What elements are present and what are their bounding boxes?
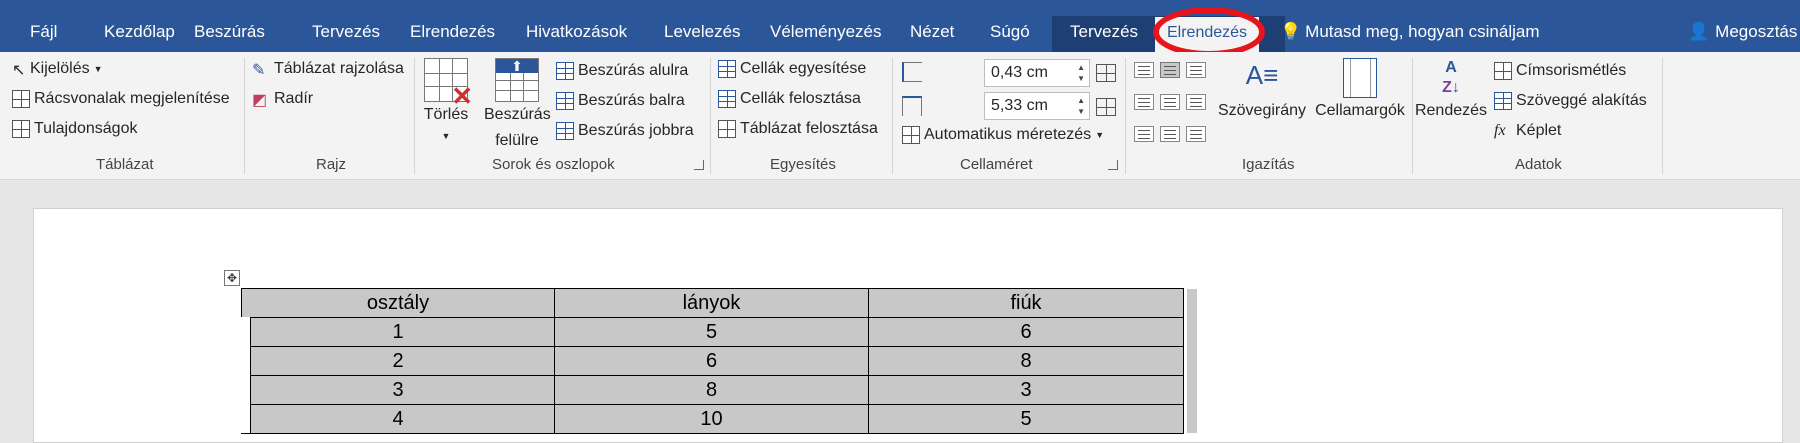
insert-left-button[interactable] [556, 92, 685, 110]
group-label-rows-columns: Sorok és oszlopok [492, 156, 615, 173]
split-cells-icon [718, 90, 736, 108]
select-label: Kijelölés [30, 60, 90, 77]
chevron-down-icon: ▼ [1095, 130, 1105, 140]
properties-label: Tulajdonságok [34, 120, 138, 137]
split-table-icon [718, 120, 736, 138]
tab-file[interactable]: Fájl [30, 22, 58, 41]
table-move-handle-icon[interactable]: ✥ [224, 270, 240, 286]
align-center-right-icon[interactable] [1186, 94, 1206, 110]
insert-below-button[interactable] [556, 62, 688, 80]
autofit-label: Automatikus méretezés [924, 126, 1092, 143]
group-label-cell-size: Cellaméret [960, 156, 1033, 173]
share-label: Megosztás [1715, 22, 1798, 41]
group-separator [244, 58, 245, 174]
tab-review[interactable]: Véleményezés [770, 22, 882, 41]
eraser-button[interactable] [252, 90, 313, 108]
insert-above-button[interactable] [484, 58, 550, 154]
convert-to-text-button[interactable] [1494, 92, 1647, 110]
data-table[interactable] [241, 288, 1184, 434]
tab-insert[interactable]: Beszúrás [194, 22, 265, 41]
insert-left-icon [556, 92, 574, 110]
sort-icon: A Z↓ [1442, 59, 1460, 96]
lightbulb-icon: 💡 [1280, 22, 1302, 41]
table-cell[interactable]: 6 [869, 318, 1184, 347]
insert-below-icon [556, 62, 574, 80]
split-cells-label: Cellák felosztása [740, 90, 861, 107]
delete-label: Törlés [423, 106, 469, 123]
insert-below-label: Beszúrás alulra [578, 62, 689, 79]
header-cell[interactable]: osztály [242, 289, 555, 318]
cursor-icon: ↖ [12, 62, 26, 79]
convert-to-text-label: Szöveggé alakítás [1516, 92, 1647, 109]
tell-me-box[interactable] [1280, 0, 1540, 52]
end-of-row-markers [1187, 289, 1197, 433]
ribbon-tab-bar [0, 0, 1800, 52]
group-label-alignment: Igazítás [1242, 156, 1295, 173]
share-button[interactable] [1688, 0, 1797, 52]
split-table-label: Táblázat felosztása [740, 120, 878, 137]
spinner-arrows-icon[interactable]: ▲ ▼ [1077, 63, 1085, 83]
spinner-arrows-icon[interactable]: ▲ ▼ [1077, 96, 1085, 116]
group-label-draw: Rajz [316, 156, 347, 173]
group-label-table: Táblázat [96, 156, 154, 173]
table-row [242, 405, 1184, 434]
column-width-input[interactable] [984, 92, 1090, 120]
sort-button[interactable] [1414, 58, 1488, 124]
align-top-right-icon[interactable] [1186, 62, 1206, 78]
split-table-button[interactable] [718, 120, 878, 138]
insert-above-icon: ⬆ [495, 58, 539, 102]
row-selection-margin [241, 317, 251, 433]
insert-above-label-1: Beszúrás [484, 106, 551, 123]
repeat-header-label: Címsorismétlés [1516, 62, 1627, 79]
ribbon [0, 52, 1800, 180]
align-bottom-right-icon[interactable] [1186, 126, 1206, 142]
table-cell[interactable]: 3 [869, 376, 1184, 405]
table-cell[interactable]: 8 [555, 376, 869, 405]
text-direction-icon: A≡ [1245, 60, 1279, 90]
delete-table-icon: ✕ [424, 58, 468, 102]
text-direction-label: Szövegirány [1217, 102, 1307, 119]
tab-mailings[interactable]: Levelezés [664, 22, 741, 41]
gridlines-label: Rácsvonalak megjelenítése [34, 90, 230, 107]
row-height-value: 0,43 cm [991, 64, 1048, 81]
table-cell[interactable]: 5 [869, 405, 1184, 434]
tab-design[interactable]: Tervezés [312, 22, 381, 41]
delete-button[interactable] [420, 58, 472, 144]
draw-table-label: Táblázat rajzolása [274, 60, 404, 77]
table-row [242, 318, 1184, 347]
cell-size-dialog-launcher[interactable] [1108, 160, 1118, 170]
group-separator [1412, 58, 1413, 174]
repeat-header-icon [1494, 62, 1512, 80]
table-properties-icon [12, 120, 30, 138]
cell-margins-icon [1343, 58, 1377, 98]
chevron-down-icon: ▼ [441, 131, 451, 141]
formula-button[interactable] [1494, 122, 1561, 140]
tab-home[interactable]: Kezdőlap [104, 22, 175, 41]
row-height-input[interactable] [984, 59, 1090, 87]
align-bottom-center-icon[interactable] [1160, 126, 1180, 142]
insert-right-icon [556, 122, 574, 140]
table-cell[interactable]: 3 [242, 376, 555, 405]
merge-cells-label: Cellák egyesítése [740, 60, 867, 77]
grid-icon [12, 90, 30, 108]
split-cells-button[interactable] [718, 90, 861, 108]
table-cell[interactable]: 2 [242, 347, 555, 376]
group-label-merge: Egyesítés [770, 156, 836, 173]
chevron-down-icon: ▼ [93, 64, 103, 74]
formula-label: Képlet [1516, 122, 1562, 139]
fx-icon: fx [1494, 122, 1506, 139]
header-cell[interactable]: lányok [555, 289, 869, 318]
align-top-left-icon[interactable] [1134, 62, 1154, 78]
tab-table-design[interactable]: Tervezés [1070, 22, 1139, 41]
table-cell[interactable]: 5 [555, 318, 869, 347]
properties-button[interactable] [12, 120, 137, 138]
person-icon: 👤 [1688, 22, 1710, 41]
table-cell[interactable]: 4 [242, 405, 555, 434]
distribute-rows-icon[interactable] [1096, 64, 1116, 82]
align-center-icon[interactable] [1160, 94, 1180, 110]
convert-to-text-icon [1494, 92, 1512, 110]
pencil-icon: ✎ [252, 62, 266, 79]
insert-left-label: Beszúrás balra [578, 92, 685, 109]
table-cell[interactable]: 8 [869, 347, 1184, 376]
table-cell[interactable]: 1 [242, 318, 555, 347]
eraser-label: Radír [274, 90, 314, 107]
group-separator [892, 58, 893, 174]
view-gridlines-button[interactable] [12, 90, 230, 108]
tab-references[interactable]: Hivatkozások [526, 22, 628, 41]
eraser-icon: ◩ [252, 92, 268, 109]
text-direction-button[interactable] [1216, 58, 1308, 124]
autofit-button[interactable] [902, 126, 1104, 144]
cell-margins-button[interactable] [1310, 58, 1410, 124]
table-cell[interactable]: 6 [555, 347, 869, 376]
cell-margins-label: Cellamargók [1315, 102, 1405, 119]
tab-layout[interactable]: Elrendezés [410, 22, 496, 41]
select-button[interactable] [12, 60, 103, 78]
group-separator [1662, 58, 1663, 174]
column-width-value: 5,33 cm [991, 97, 1048, 114]
tab-help[interactable]: Súgó [990, 22, 1030, 41]
draw-table-button[interactable] [252, 60, 404, 78]
insert-right-button[interactable] [556, 122, 694, 140]
sort-label: Rendezés [1414, 102, 1488, 119]
group-separator [414, 58, 415, 174]
tell-me-text: Mutasd meg, hogyan csináljam [1305, 22, 1540, 41]
group-separator [710, 58, 711, 174]
align-top-center-icon[interactable] [1160, 62, 1180, 78]
group-separator [1125, 58, 1126, 174]
insert-above-label-2: felülre [495, 132, 539, 149]
insert-right-label: Beszúrás jobbra [578, 122, 694, 139]
column-width-icon [902, 96, 922, 116]
row-height-icon [902, 62, 922, 82]
table-row [242, 347, 1184, 376]
repeat-header-rows-button[interactable] [1494, 62, 1626, 80]
table-cell[interactable]: 10 [555, 405, 869, 434]
header-cell[interactable]: fiúk [869, 289, 1184, 318]
merge-cells-icon [718, 60, 736, 78]
align-center-left-icon[interactable] [1134, 94, 1154, 110]
highlight-ellipse [1153, 7, 1265, 57]
merge-cells-button[interactable] [718, 60, 866, 78]
tab-view[interactable]: Nézet [910, 22, 955, 41]
autofit-icon [902, 126, 920, 144]
align-bottom-left-icon[interactable] [1134, 126, 1154, 142]
rows-columns-dialog-launcher[interactable] [694, 160, 704, 170]
table-header-row [242, 289, 1184, 318]
group-label-data: Adatok [1515, 156, 1562, 173]
tab-table-layout[interactable]: Elrendezés [1155, 17, 1259, 52]
distribute-columns-icon[interactable] [1096, 98, 1116, 116]
table-row [242, 376, 1184, 405]
